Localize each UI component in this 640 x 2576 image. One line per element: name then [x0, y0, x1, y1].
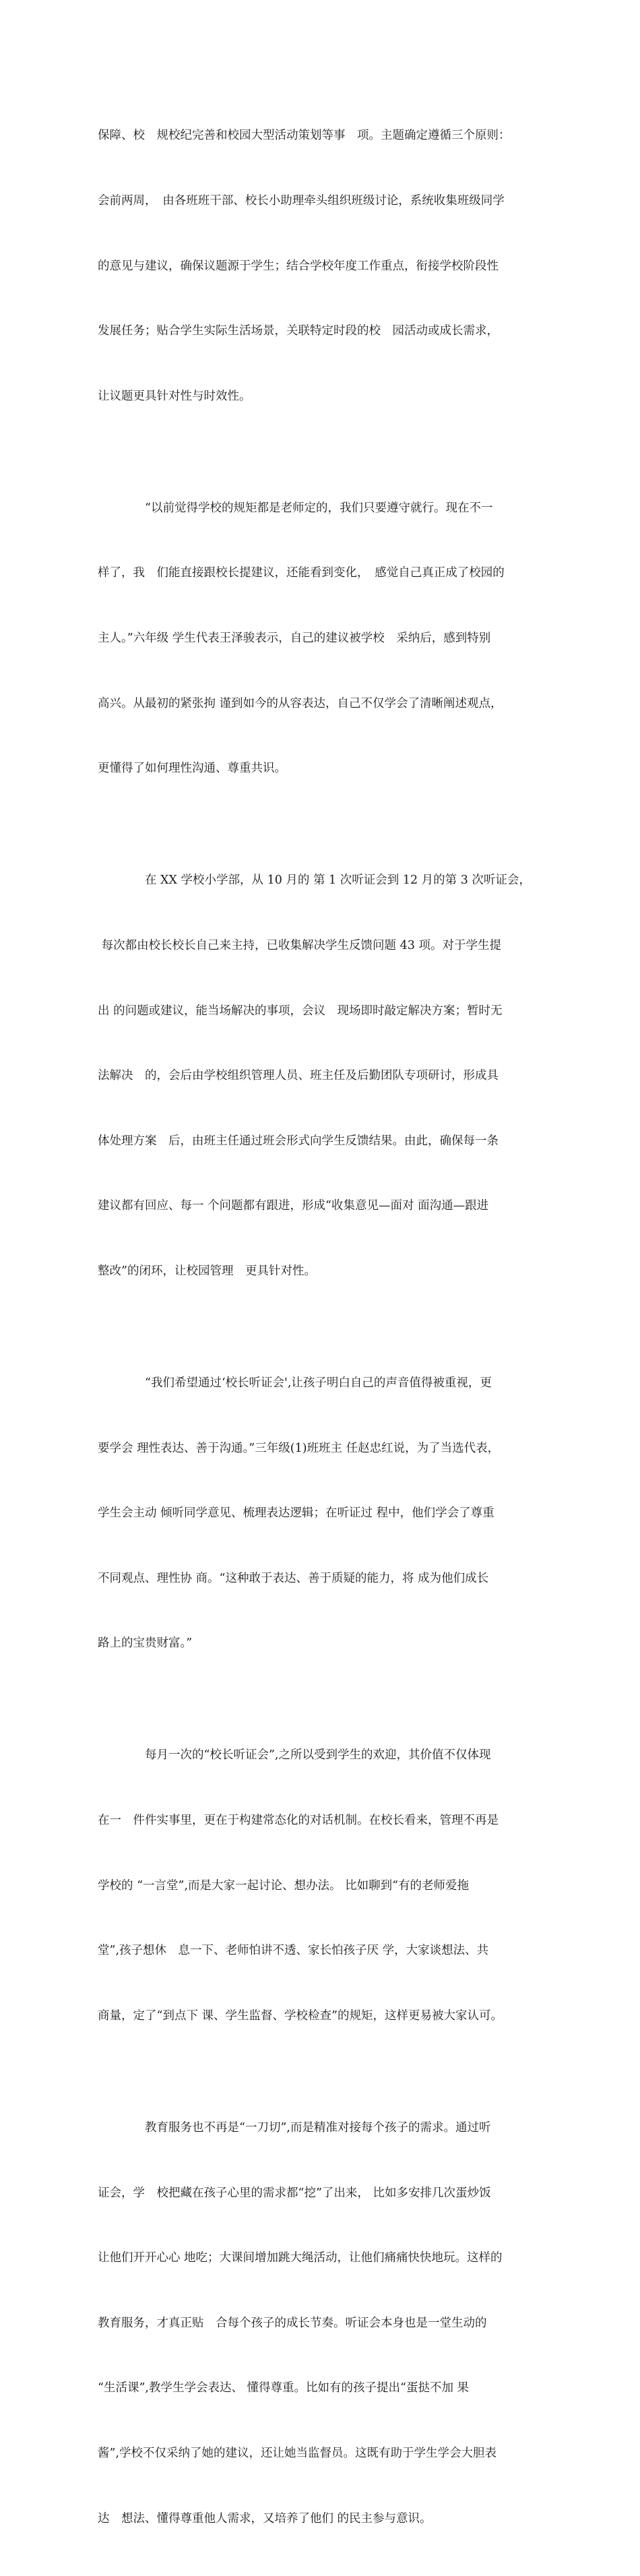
text-line: 主人。”六年级 学生代表王泽骏表示，自己的建议被学校 采纳后，感到特别	[98, 632, 491, 646]
paragraph-1	[98, 82, 550, 450]
text-line: 保障、校 规校纪完善和校园大型活动策划等事 项。主题确定遵循三个原则：	[98, 129, 511, 143]
text-line: 在 XX 学校小学部，从 10 月的 第 1 次听证会到 12 月的第 3 次听证会，	[98, 873, 531, 888]
text-line: 高兴。从最初的紧张拘 谨到如今的从容表达，自己不仅学会了清晰阐述观点，	[98, 696, 503, 710]
text-line: 酱”,学校不仅采纳了她的建议，还让她当监督员。这既有助于学生学会大胆表	[98, 2446, 497, 2460]
text-line: 让议题更具针对性与时效性。	[98, 389, 251, 403]
text-line: 每次都由校长校长自己来主持，已收集解决学生反馈问题 43 项。对于学生提	[98, 938, 501, 952]
document-body	[98, 82, 550, 2576]
text-line: 样了，我 们能直接跟校长提建议，还能看到变化， 感觉自己真正成了校园的	[98, 566, 505, 580]
text-line: 体处理方案 后，由班主任通过班会形式向学生反馈结果。由此，确保每一条	[98, 1134, 499, 1148]
paragraph-3	[98, 826, 550, 1326]
text-line: 达 想法、懂得尊重他人需求，又培养了他们 的民主参与意识。	[98, 2511, 432, 2525]
text-line: 会前两周， 由各班班干部、校长小助理牵头组织班级讨论，系统收集班级同学	[98, 194, 505, 208]
text-line: 商量，定了“到点下 课、学生监督、学校检查”的规矩，这样更易被大家认可。	[98, 2008, 503, 2023]
paragraph-5	[98, 1701, 550, 2070]
text-line: 在一 件件实事里，更在于构建常态化的对话机制。在校长看来，管理不再是	[98, 1814, 499, 1828]
text-line: 堂”,孩子想休 息一下、老师怕讲不透、家长怕孩子厌 学，大家谈想法、共	[98, 1944, 489, 1958]
text-line: 教育服务也不再是“一刀切”,而是精准对接每个孩子的需求。通过听	[98, 2120, 491, 2135]
text-line: “生活课”,教学生学会表达、 懂得尊重。比如有的孩子提出“蛋挞不加 果	[98, 2381, 470, 2395]
text-line: 要学会 理性表达、善于沟通。”三年级(1)班班主 任赵忠红说，为了当选代表，	[98, 1441, 500, 1455]
text-line: 路上的宝贵财富。”	[98, 1636, 193, 1651]
text-line: “我们希望通过‘校长听证会',让孩子明白自己的声音值得被重视，更	[98, 1376, 492, 1390]
text-line: 每月一次的“校长听证会”,之所以受到学生的欢迎，其价值不仅体现	[98, 1748, 491, 1762]
text-line: 学生会主动 倾听同学意见、梳理表达逻辑；在听证过 程中，他们学会了尊重	[98, 1506, 494, 1521]
text-line: 学校的 “一言堂”,而是大家一起讨论、想办法。 比如聊到“有的老师爱拖	[98, 1878, 470, 1893]
text-line: 出 的问题或建议，能当场解决的事项，会议 现场即时敲定解决方案；暂时无	[98, 1004, 503, 1018]
paragraph-4	[98, 1329, 550, 1698]
text-line: 教育服务，才真正贴 合每个孩子的成长节奏。听证会本身也是一堂生动的	[98, 2316, 487, 2330]
text-line: 整改”的闭环，让校园管理 更具针对性。	[98, 1264, 316, 1278]
text-line: 不同观点、理性协 商。“这种敢于表达、善于质疑的能力，将 成为他们成长	[98, 1571, 489, 1585]
paragraph-2	[98, 454, 550, 822]
text-line: 建议都有回应、每一 个问题都有跟进，形成“收集意见—面对 面沟通—跟进	[98, 1199, 489, 1213]
text-line: 法解决 的，会后由学校组织管理人员、班主任及后勤团队专项研讨，形成具	[98, 1069, 499, 1083]
text-line: 更懂得了如何理性沟通、尊重共识。	[98, 762, 286, 776]
text-line: 发展任务；贴合学生实际生活场景，关联特定时段的校 园活动或成长需求，	[98, 324, 499, 338]
text-line: 的意见与建议，确保议题源于学生；结合学校年度工作重点，衔接学校阶段性	[98, 259, 499, 273]
text-line: 证会，学 校把藏在孩子心里的需求都“挖”了出来， 比如多安排几次蛋炒饭	[98, 2186, 491, 2200]
text-line: “以前觉得学校的规矩都是老师定的，我们只要遵守就行。现在不一	[98, 501, 493, 515]
text-line: 让他们开开心心 地吃；大课间增加跳大绳活动，让他们痛痛快快地玩。这样的	[98, 2251, 503, 2265]
paragraph-6	[98, 2073, 550, 2573]
